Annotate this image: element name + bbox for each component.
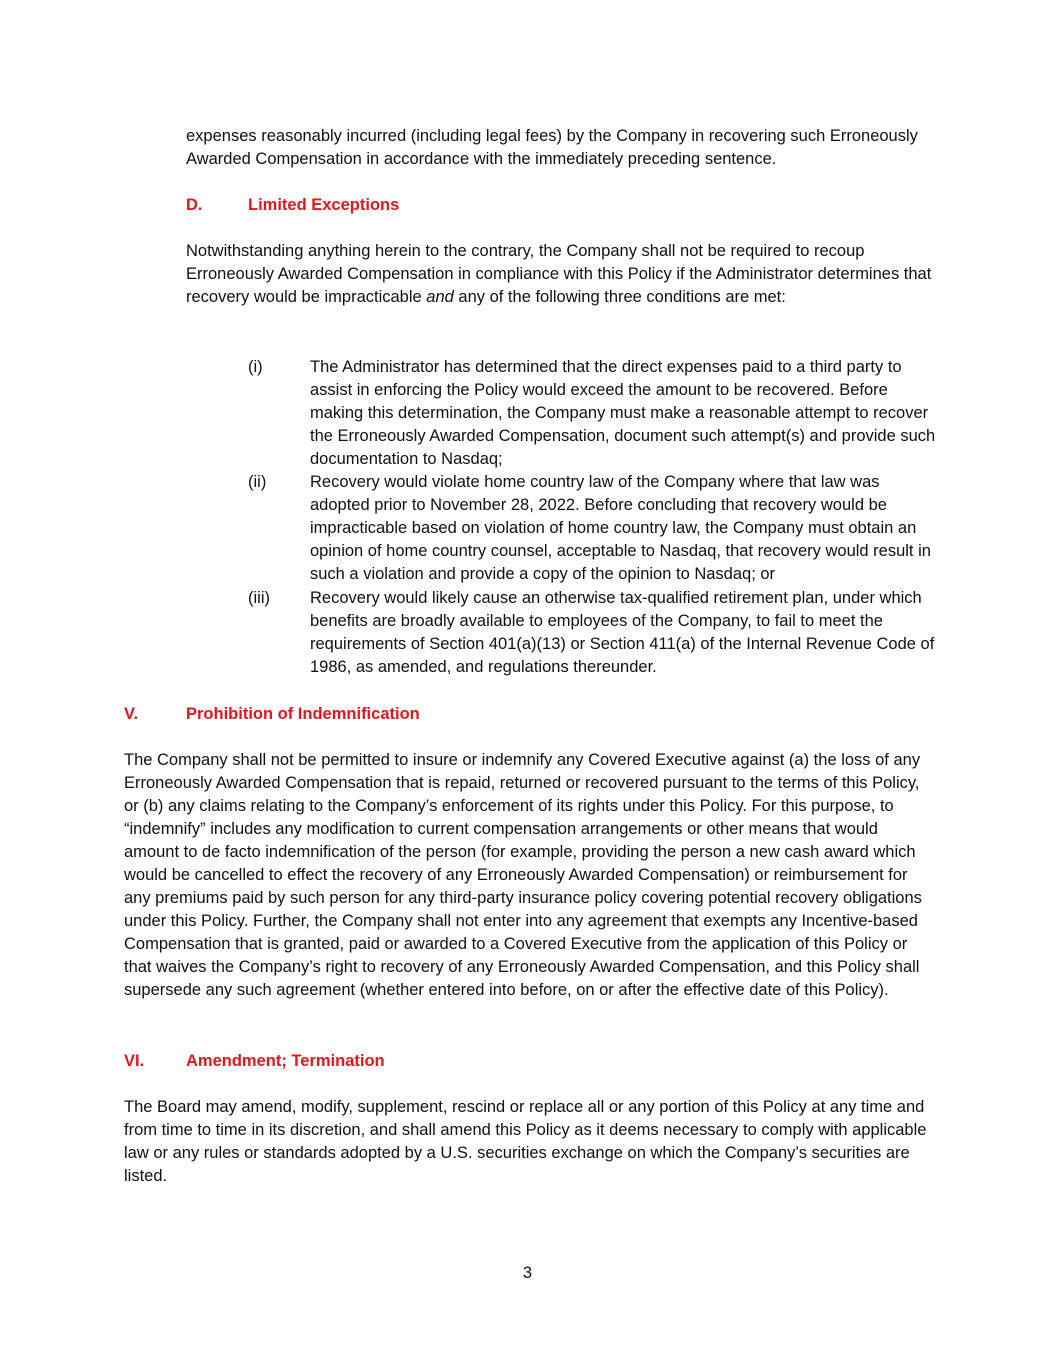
section-vi-body: The Board may amend, modify, supplement, rescind or replace all or any portion of this Policy at any time and from time to time in its discretion, and shall amend this Policy as it deems necessary to comply with applicable law or any rules or standards adopted by a U.S. securities exchange on which the Company’s securities are listed. bbox=[124, 1098, 927, 1185]
section-d-intro-emphasis: and bbox=[426, 288, 454, 306]
list-item-marker: (ii) bbox=[248, 473, 267, 491]
list-item-text: The Administrator has determined that the direct expenses paid to a third party to assist in enforcing the Policy would exceed the amount to be recovered. Before making this determination, the Company must make a reasonable attempt to recover the Erroneously Awarded Compensation, document such attempt(s) and provide such documentation to Nasdaq; bbox=[310, 358, 936, 468]
section-d-intro-before: Notwithstanding anything herein to the contrary, the Company shall not be required to recoup Erroneously Awarded Compensation in compliance with this Policy if the Administrator determines that recovery would be impracticable bbox=[186, 242, 932, 306]
section-v-heading bbox=[124, 703, 624, 726]
list-item-text: Recovery would likely cause an otherwise tax-qualified retirement plan, under which benefits are broadly available to employees of the Company, to fail to meet the requirements of Section 401(a)(13) or Section 411(a) of the Internal Revenue Code of 1986, as amended, and regulations thereunder. bbox=[310, 589, 935, 676]
section-d-intro bbox=[186, 240, 936, 309]
page-number: 3 bbox=[522, 1264, 533, 1282]
list-item bbox=[248, 587, 938, 679]
section-d-title: Limited Exceptions bbox=[248, 196, 400, 214]
section-v-body: The Company shall not be permitted to insure or indemnify any Covered Executive against (a) the loss of any Erroneously Awarded Compensation that is repaid, returned or recovered pursuant to the terms of this Policy, or (b) any claims relating to the Company’s enforcement of its rights under this Policy. For this purpose, to “indemnify” includes any modification to current compensation arrangements or other means that would amount to de facto indemnification of the person (for example, providing the person a new cash award which would be cancelled to effect the recovery of any Erroneously Awarded Compensation) or reimbursement for any premiums paid by such person for any third-party insurance policy covering potential recovery obligations under this Policy. Further, the Company shall not enter into any agreement that exempts any Incentive-based Compensation that is granted, paid or awarded to a Covered Executive from the application of this Policy or that waives the Company’s right to recovery of any Erroneously Awarded Compensation, and this Policy shall supersede any such agreement (whether entered into before, on or after the effective date of this Policy). bbox=[124, 751, 922, 999]
section-v-title: Prohibition of Indemnification bbox=[186, 705, 420, 723]
section-d-intro-after: any of the following three conditions are met: bbox=[453, 288, 786, 306]
section-d-number: D. bbox=[186, 196, 203, 214]
section-v-number: V. bbox=[124, 705, 139, 723]
section-vi-number: VI. bbox=[124, 1052, 145, 1070]
list-item bbox=[248, 471, 938, 586]
list-item-marker: (i) bbox=[248, 358, 263, 376]
list-item-text: Recovery would violate home country law of the Company where that law was adopted prior to November 28, 2022. Before concluding that recovery would be impracticable based on violation of home country law, the Company must obtain an opinion of home country counsel, acceptable to Nasdaq, that recovery would result in such a violation and provide a copy of the opinion to Nasdaq; or bbox=[310, 473, 931, 583]
list-item-marker: (iii) bbox=[248, 589, 270, 607]
section-vi-heading bbox=[124, 1050, 624, 1073]
section-vi-title: Amendment; Termination bbox=[186, 1052, 385, 1070]
section-d-heading bbox=[186, 194, 586, 217]
continuation-paragraph: expenses reasonably incurred (including legal fees) by the Company in recovering such Erroneously Awarded Compensation in accordance with the immediately preceding sentence. bbox=[186, 127, 918, 168]
list-item bbox=[248, 356, 938, 471]
